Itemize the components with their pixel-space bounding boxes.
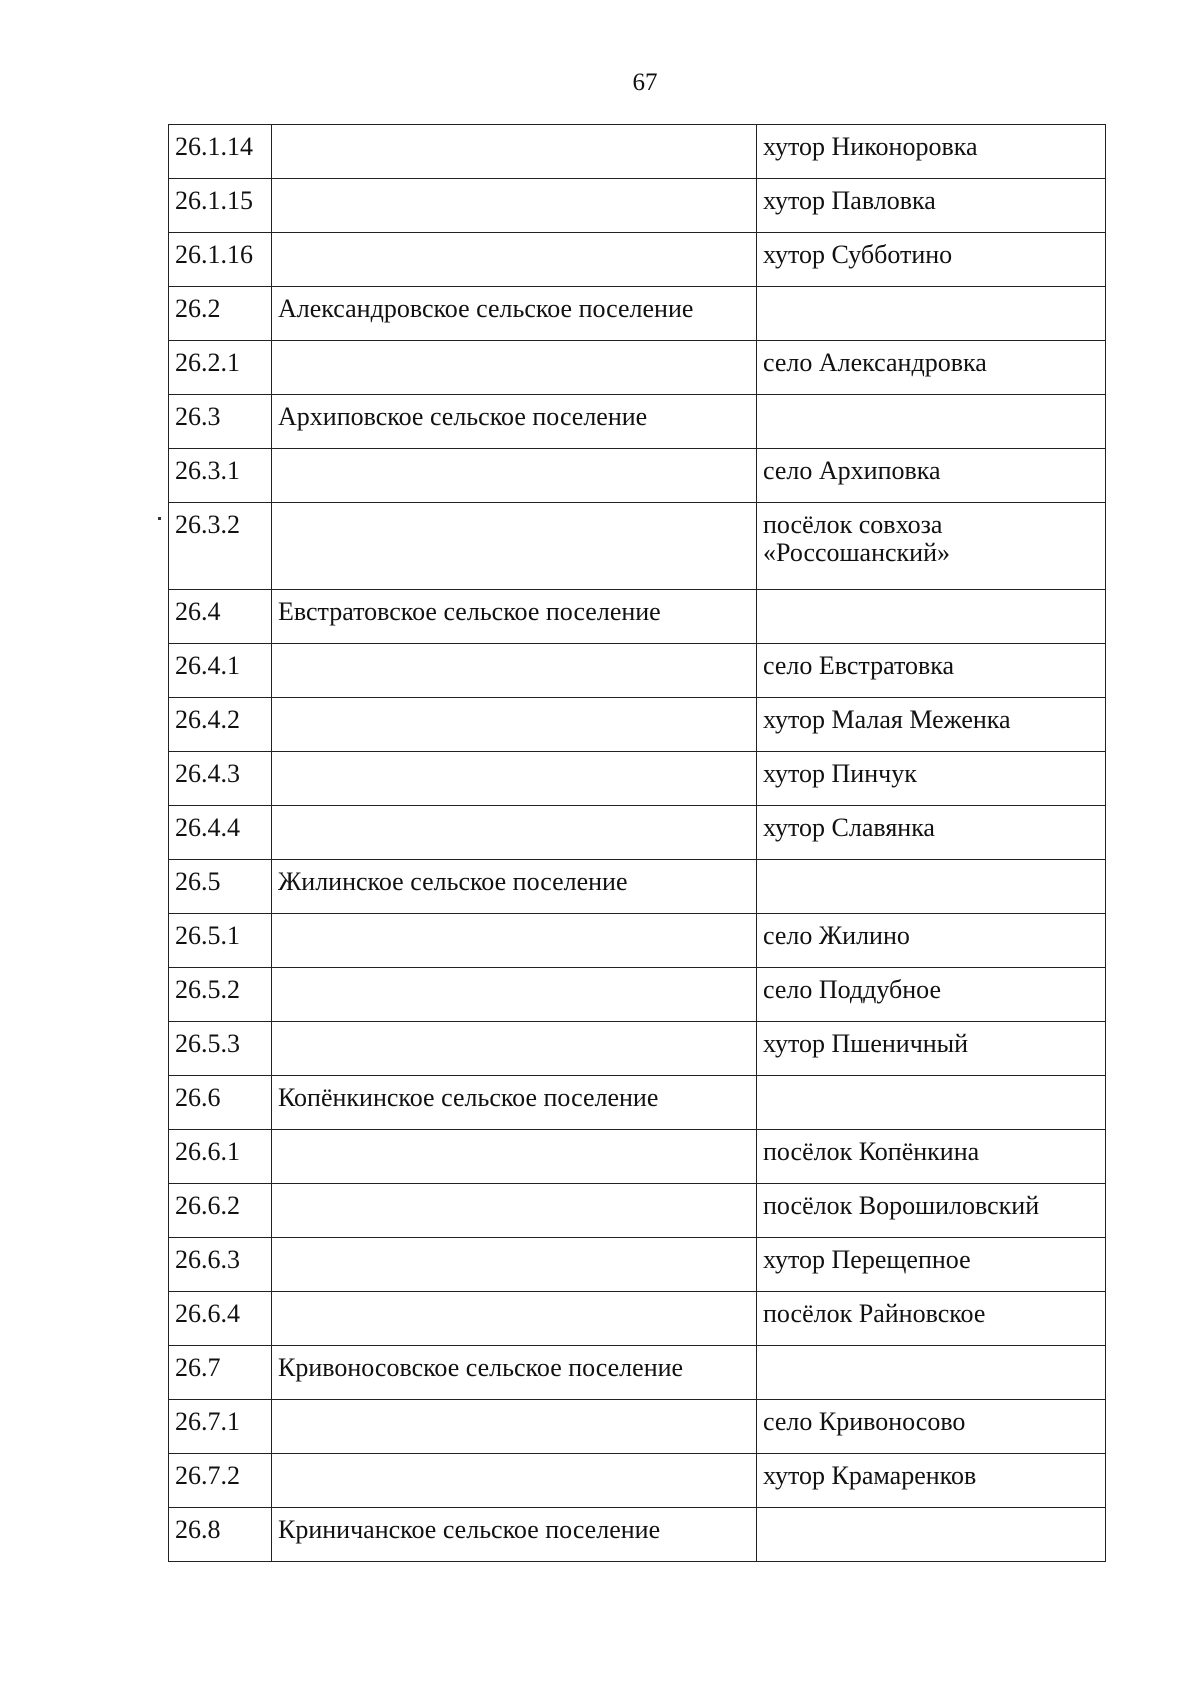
table-row xyxy=(169,125,1106,179)
table-row xyxy=(169,287,1106,341)
table-row xyxy=(169,698,1106,752)
settlement-cell xyxy=(272,1400,757,1454)
row-number-cell: 26.1.15 xyxy=(169,179,272,233)
locality-cell: хутор Малая Меженка xyxy=(757,698,1106,752)
row-number-cell: 26.7.1 xyxy=(169,1400,272,1454)
settlements-table-body xyxy=(169,125,1106,1562)
settlement-cell xyxy=(272,341,757,395)
settlement-cell: Кривоносовское сельское поселение xyxy=(272,1346,757,1400)
settlement-cell: Жилинское сельское поселение xyxy=(272,860,757,914)
settlement-cell: Евстратовское сельское поселение xyxy=(272,590,757,644)
settlement-cell: Криничанское сельское поселение xyxy=(272,1508,757,1562)
settlement-cell xyxy=(272,1184,757,1238)
table-row xyxy=(169,341,1106,395)
settlement-cell xyxy=(272,644,757,698)
settlement-cell xyxy=(272,752,757,806)
settlement-cell xyxy=(272,1292,757,1346)
table-row xyxy=(169,395,1106,449)
locality-cell: хутор Перещепное xyxy=(757,1238,1106,1292)
table-row xyxy=(169,1508,1106,1562)
row-number-cell: 26.1.16 xyxy=(169,233,272,287)
table-row xyxy=(169,914,1106,968)
locality-cell: хутор Крамаренков xyxy=(757,1454,1106,1508)
settlement-cell: Александровское сельское поселение xyxy=(272,287,757,341)
locality-cell: село Жилино xyxy=(757,914,1106,968)
row-number-cell: 26.3.2 xyxy=(169,503,272,590)
row-number-cell: 26.5.2 xyxy=(169,968,272,1022)
table-row xyxy=(169,449,1106,503)
row-number-cell: 26.6.3 xyxy=(169,1238,272,1292)
table-row xyxy=(169,1454,1106,1508)
locality-cell: хутор Никоноровка xyxy=(757,125,1106,179)
row-number-cell: 26.6.4 xyxy=(169,1292,272,1346)
row-number-cell: 26.4 xyxy=(169,590,272,644)
row-number-cell: 26.5.1 xyxy=(169,914,272,968)
row-number-cell: 26.6 xyxy=(169,1076,272,1130)
settlement-cell: Копёнкинское сельское поселение xyxy=(272,1076,757,1130)
settlement-cell xyxy=(272,806,757,860)
table-row xyxy=(169,503,1106,590)
row-number-cell: 26.3 xyxy=(169,395,272,449)
locality-cell: посёлок Райновское xyxy=(757,1292,1106,1346)
settlement-cell xyxy=(272,449,757,503)
locality-cell: село Александровка xyxy=(757,341,1106,395)
stray-dot-mark xyxy=(158,517,161,520)
table-row xyxy=(169,1346,1106,1400)
settlement-cell xyxy=(272,179,757,233)
table-row xyxy=(169,1400,1106,1454)
table-row xyxy=(169,806,1106,860)
table-row xyxy=(169,1238,1106,1292)
page-number: 67 xyxy=(632,69,658,96)
row-number-cell: 26.5 xyxy=(169,860,272,914)
row-number-cell: 26.3.1 xyxy=(169,449,272,503)
locality-cell: посёлок Копёнкина xyxy=(757,1130,1106,1184)
settlement-cell xyxy=(272,503,757,590)
locality-cell xyxy=(757,1508,1106,1562)
locality-cell: хутор Пшеничный xyxy=(757,1022,1106,1076)
table-row xyxy=(169,179,1106,233)
table-row xyxy=(169,860,1106,914)
locality-cell xyxy=(757,860,1106,914)
row-number-cell: 26.2 xyxy=(169,287,272,341)
locality-cell: село Евстратовка xyxy=(757,644,1106,698)
locality-cell xyxy=(757,287,1106,341)
table-row xyxy=(169,1076,1106,1130)
row-number-cell: 26.5.3 xyxy=(169,1022,272,1076)
locality-cell: посёлок совхоза «Россошанский» xyxy=(757,503,1106,590)
row-number-cell: 26.4.4 xyxy=(169,806,272,860)
locality-cell: село Кривоносово xyxy=(757,1400,1106,1454)
settlements-table xyxy=(168,124,1106,1562)
table-row xyxy=(169,233,1106,287)
settlement-cell xyxy=(272,125,757,179)
locality-cell: село Поддубное xyxy=(757,968,1106,1022)
settlement-cell xyxy=(272,968,757,1022)
table-row xyxy=(169,1022,1106,1076)
locality-cell xyxy=(757,395,1106,449)
row-number-cell: 26.4.1 xyxy=(169,644,272,698)
row-number-cell: 26.6.1 xyxy=(169,1130,272,1184)
settlement-cell xyxy=(272,1238,757,1292)
table-row xyxy=(169,1184,1106,1238)
locality-cell: посёлок Ворошиловский xyxy=(757,1184,1106,1238)
row-number-cell: 26.4.2 xyxy=(169,698,272,752)
settlement-cell xyxy=(272,698,757,752)
table-row xyxy=(169,752,1106,806)
settlement-cell xyxy=(272,914,757,968)
row-number-cell: 26.6.2 xyxy=(169,1184,272,1238)
row-number-cell: 26.2.1 xyxy=(169,341,272,395)
row-number-cell: 26.8 xyxy=(169,1508,272,1562)
locality-cell: хутор Субботино xyxy=(757,233,1106,287)
settlement-cell xyxy=(272,1022,757,1076)
locality-cell xyxy=(757,1076,1106,1130)
row-number-cell: 26.7 xyxy=(169,1346,272,1400)
settlement-cell: Архиповское сельское поселение xyxy=(272,395,757,449)
table-row xyxy=(169,644,1106,698)
row-number-cell: 26.1.14 xyxy=(169,125,272,179)
row-number-cell: 26.7.2 xyxy=(169,1454,272,1508)
locality-cell: хутор Пинчук xyxy=(757,752,1106,806)
table-row xyxy=(169,968,1106,1022)
locality-cell xyxy=(757,590,1106,644)
table-row xyxy=(169,1292,1106,1346)
table-row xyxy=(169,590,1106,644)
locality-cell: хутор Павловка xyxy=(757,179,1106,233)
table-row xyxy=(169,1130,1106,1184)
locality-cell xyxy=(757,1346,1106,1400)
settlement-cell xyxy=(272,1454,757,1508)
settlement-cell xyxy=(272,1130,757,1184)
locality-cell: село Архиповка xyxy=(757,449,1106,503)
row-number-cell: 26.4.3 xyxy=(169,752,272,806)
locality-cell: хутор Славянка xyxy=(757,806,1106,860)
settlement-cell xyxy=(272,233,757,287)
